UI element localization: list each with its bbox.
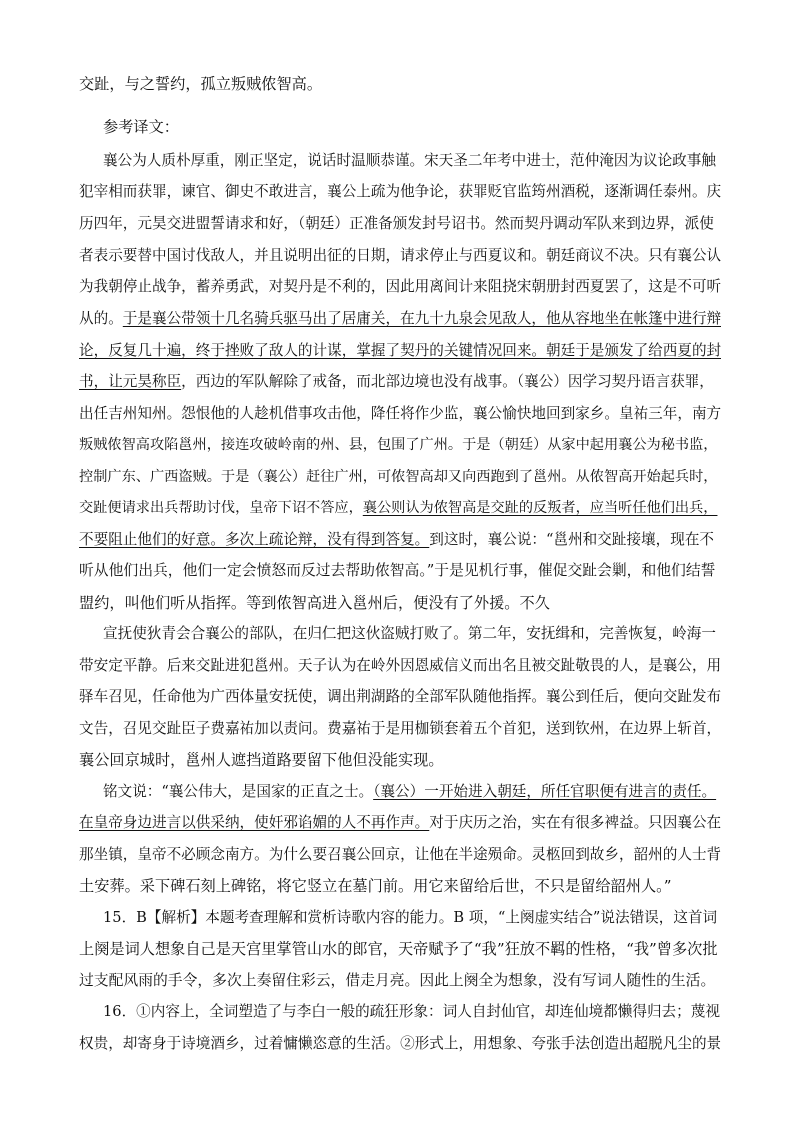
underlined-text: （襄公）一开始进入朝廷，所任官职便有进言的责任。	[373, 783, 717, 800]
text-line: 听从他们出兵，他们一定会愤怒而反过去帮助侬智高。”于是见机行事，催促交趾会剿，和他们结誓	[79, 562, 716, 579]
text-line: 者表示要替中国讨伐敌人，并且说明出征的日期，请求停止与西夏议和。朝廷商议不决。只有襄公认	[79, 247, 721, 264]
text-line: 襄公回京城时，邕州人遮挡道路要留下他但没能实现。	[79, 751, 444, 769]
underlined-text: 在皇帝身边进言以供采纳，使奸邪谄媚的人不再作声。	[79, 814, 430, 831]
text-line: 出任吉州知州。怨恨他的人趁机借事攻击他，降任将作少监，襄公愉快地回到家乡。皇祐三年，南方	[79, 405, 721, 422]
text-line: 犯宰相而获罪，谏官、御史不敢进言，襄公上疏为他争论，获罪贬官监筠州酒税，逐渐调任泰州。庆	[79, 183, 721, 200]
section-heading: 参考译文：	[103, 118, 179, 136]
text-line: 那坐镇，皇帝不必顾念南方。为什么要召襄公回京，让他在半途殒命。灵柩回到故乡，韶州的人士背	[79, 846, 721, 863]
underlined-text: 论，反复几十遍，终于挫败了敌人的计谋，掌握了契丹的关键情况回来。朝廷于是颁发了给西夏的封	[79, 342, 721, 359]
text-line: 15．B【解析】本题考查理解和赏析诗歌内容的能力。B 项，“上阕虚实结合”说法错误，这首词	[103, 909, 718, 926]
underlined-text: 于是襄公带领十几名骑兵驱马出了居庸关，在九十九泉会见敌人，他从容地坐在帐篷中进行辩	[122, 310, 721, 327]
text-line: 历四年，元昊交进盟誓请求和好，（朝廷）正准备颁发封号诏书。然而契丹调动军队来到边界，派使	[79, 215, 714, 232]
text-line: 过支配风雨的手令，多次上奏留住彩云，借走月亮。因此上阕全为想象，没有写词人随性的生活。	[79, 972, 716, 989]
text-line: 交趾便请求出兵帮助讨伐，皇帝下诏不答应，襄公则认为侬智高是交趾的反叛者，应当听任他们出兵，	[79, 500, 718, 516]
text-line	[79, 339, 721, 363]
text-line: 带安定平静。后来交趾进犯邕州。天子认为在岭外因恩威信义而出名且被交趾敬畏的人，是襄公，用	[79, 657, 721, 674]
text-line: 不要阻止他们的好意。多次上疏论辩，没有得到答复。到这时，襄公说：“邕州和交趾接壤，现在不	[79, 531, 715, 548]
text-line: 文告，召见交趾臣子费嘉祐加以责问。费嘉祐于是用枷锁套着五个首犯，送到钦州，在边界上斩首，	[79, 720, 721, 737]
text-line: 盟约，叫他们听从指挥。等到侬智高进入邕州后，便没有了外援。不久	[79, 594, 550, 612]
text-line: 土安葬。采下碑石刻上碑铭，将它竖立在墓门前。用它来留给后世，不只是留给韶州人。”	[79, 877, 672, 895]
text-line: 驿车召见，任命他为广西体量安抚使，调出荆湖路的全部军队随他指挥。襄公到任后，便向交趾发布	[79, 688, 721, 705]
underlined-text: 书，让元昊称臣	[79, 373, 182, 390]
text-line: 为我朝停止战争，蓄养勇武，对契丹是不利的，因此用离间计来阻挠宋朝册封西夏罢了，这是不可听	[79, 278, 721, 295]
text-line: 上阕是词人想象自己是天宫里掌管山水的郎官，天帝赋予了“我”狂放不羁的性格，“我”曾多次批	[79, 940, 718, 958]
text-line: 宣抚使狄青会合襄公的部队，在归仁把这伙盗贼打败了。第二年，安抚缉和，完善恢复，岭海一	[103, 625, 716, 642]
underlined-text: 不要阻止他们的好意。多次上疏论辩，没有得到答复。	[79, 531, 430, 548]
text-line: 叛贼侬智高攻陷邕州，接连攻破岭南的州、县，包围了广州。于是（朝廷）从家中起用襄公为秘书监，	[79, 437, 718, 453]
text-line: 16．①内容上，全词塑造了与李白一般的疏狂形象：词人自封仙官，却连仙境都懒得归去；蔑视	[103, 1003, 720, 1020]
underlined-text: 襄公则认为侬智高是交趾的反叛者，应当听任他们出兵，	[362, 500, 718, 516]
text-line: 权贵，却寄身于诗境酒乡，过着慵懒恣意的生活。②形式上，用想象、夸张手法创造出超脱凡尘的景	[79, 1035, 721, 1052]
text-line: 铭文说：“襄公伟大，是国家的正直之士。（襄公）一开始进入朝廷，所任官职便有进言的责任。	[103, 783, 717, 800]
text-line: 在皇帝身边进言以供采纳，使奸邪谄媚的人不再作声。对于庆历之治，实在有很多裨益。只因襄公在	[79, 814, 721, 831]
text-line: 从的。于是襄公带领十几名骑兵驱马出了居庸关，在九十九泉会见敌人，他从容地坐在帐篷中进行辩	[79, 310, 721, 327]
text-line: 控制广东、广西盗贼。于是（襄公）赶往广州，可侬智高却又向西跑到了邕州。从侬智高开始起兵时，	[79, 469, 718, 485]
text-line: 交趾，与之誓约，孤立叛贼侬智高。	[79, 75, 322, 93]
text-line: 襄公为人质朴厚重，刚正坚定，说话时温顺恭谨。宋天圣二年考中进士，范仲淹因为议论政事触	[103, 152, 716, 169]
text-line: 书，让元昊称臣，西边的军队解除了戒备，而北部边境也没有战事。（襄公）因学习契丹语言获罪，	[79, 373, 714, 390]
